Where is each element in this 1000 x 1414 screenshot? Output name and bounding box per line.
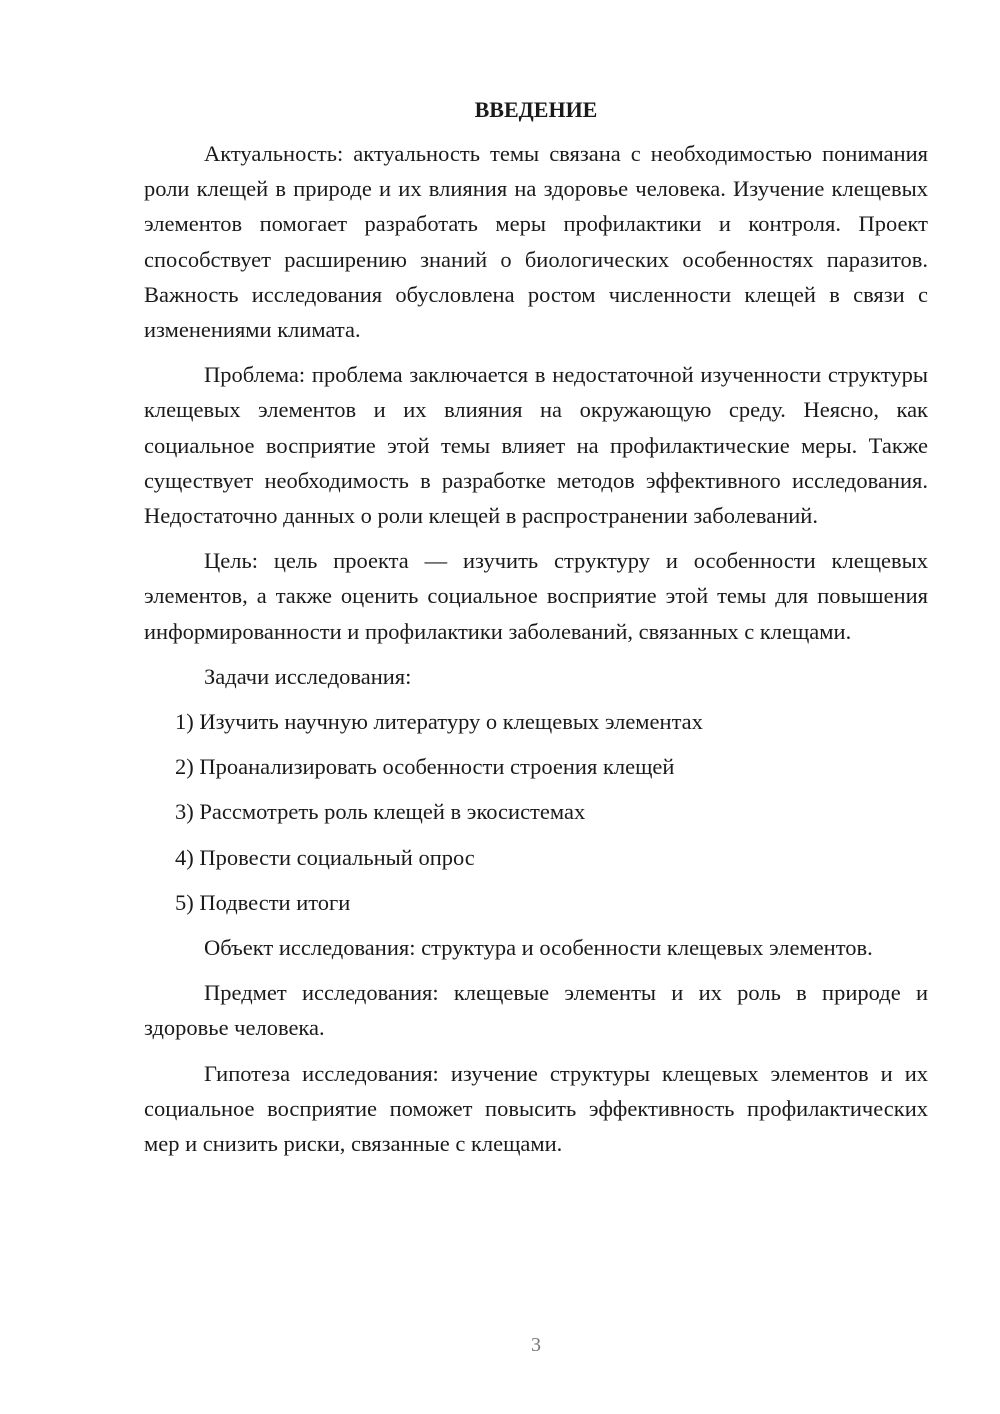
task-item-3: 3) Рассмотреть роль клещей в экосистемах: [175, 799, 586, 825]
task-item-5: 5) Подвести итоги: [175, 889, 351, 915]
paragraph-problem: Проблема: проблема заключается в недостаточной изученности структуры клещевых элементов и их влияния на окружающую среду. Неясно, как социальное восприятие этой темы влияет на профилактические меры. Также существует необходимость в разработке методов эффективного исследования. Недостаточно данных о роли клещей в распространении заболеваний.: [144, 362, 928, 529]
paragraph-relevance: Актуальность: актуальность темы связана с необходимостью понимания роли клещей в природе и их влияния на здоровье человека. Изучение клещевых элементов помогает разработать меры профилактики и контроля. Проект способствует расширению знаний о биологических особенностях паразитов. Важность исследования обусловлена ростом численности клещей в связи с изменениями климата.: [144, 141, 928, 343]
paragraph-hypothesis: Гипотеза исследования: изучение структуры клещевых элементов и их социальное восприятие поможет повысить эффективность профилактических мер и снизить риски, связанные с клещами.: [144, 1060, 928, 1157]
task-item-4: 4) Провести социальный опрос: [175, 844, 475, 870]
page-content: [144, 92, 928, 1171]
tasks-title: Задачи исследования:: [204, 663, 412, 689]
section-heading: ВВЕДЕНИЕ: [474, 97, 598, 122]
paragraph-object: Объект исследования: структура и особенности клещевых элементов.: [204, 935, 873, 961]
task-item-1: 1) Изучить научную литературу о клещевых элементах: [175, 709, 703, 735]
page-number: 3: [531, 1334, 541, 1356]
paragraph-goal: Цель: цель проекта — изучить структуру и особенности клещевых элементов, а также оценить социальное восприятие этой темы для повышения информированности и профилактики заболеваний, связанных с клещами.: [144, 548, 928, 644]
task-item-2: 2) Проанализировать особенности строения клещей: [175, 754, 675, 780]
task-list: [144, 704, 928, 920]
paragraph-subject: Предмет исследования: клещевые элементы и их роль в природе и здоровье человека.: [144, 980, 928, 1041]
